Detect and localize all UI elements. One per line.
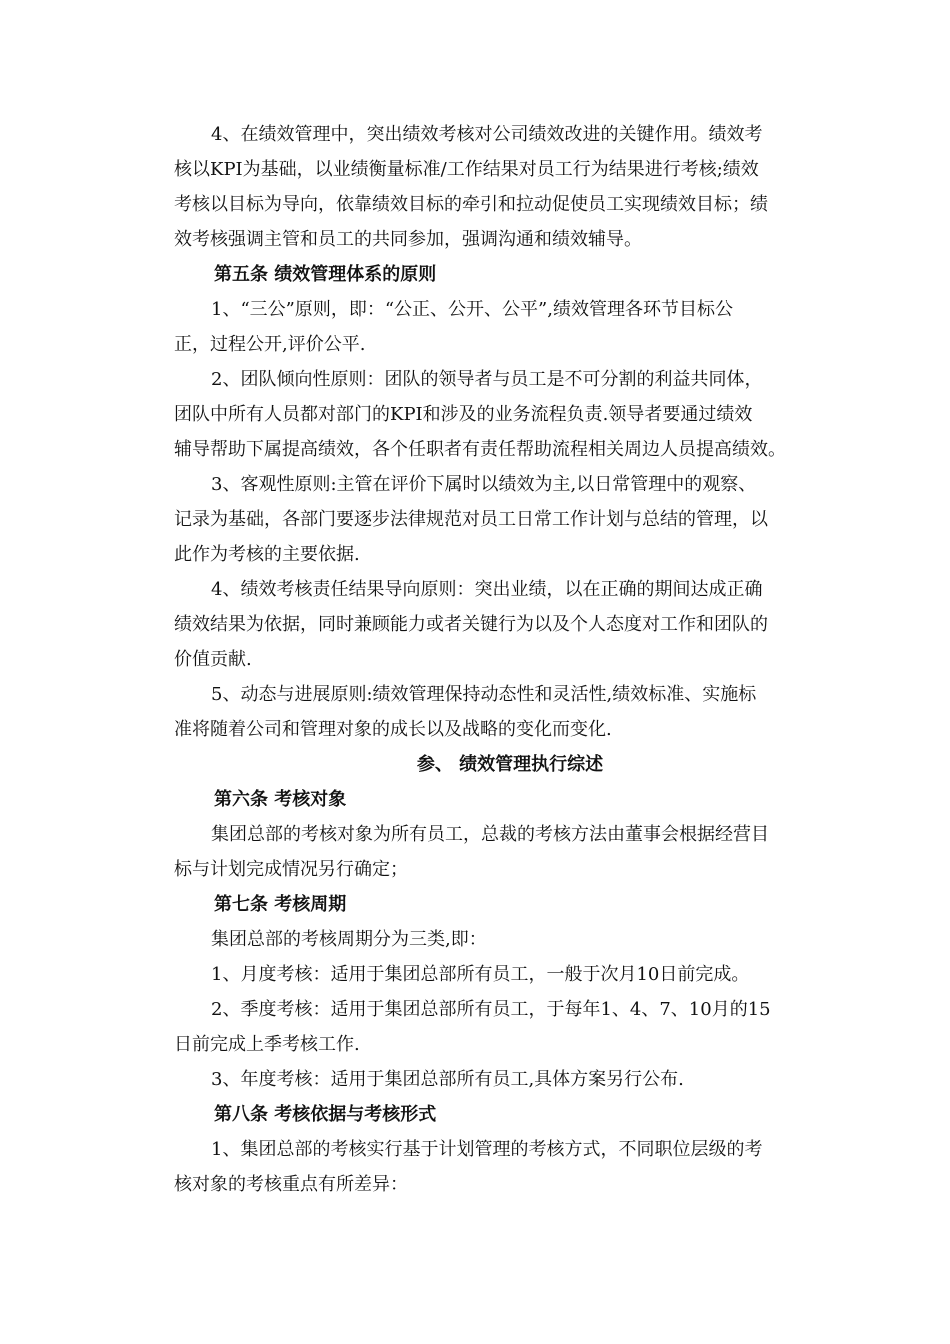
paragraph-line: 3、年度考核：适用于集团总部所有员工,具体方案另行公布. (211, 1069, 684, 1090)
paragraph-line: 1、月度考核：适用于集团总部所有员工，一般于次月10日前完成。 (211, 964, 750, 985)
article-heading-7: 第七条 考核周期 (214, 894, 347, 915)
paragraph-line: 辅导帮助下属提高绩效，各个任职者有责任帮助流程相关周边人员提高绩效。 (174, 439, 786, 460)
document-page (174, 117, 816, 1202)
paragraph-line: 团队中所有人员都对部门的KPI和涉及的业务流程负责.领导者要通过绩效 (174, 404, 753, 425)
paragraph-line: 价值贡献. (174, 649, 252, 670)
paragraph-line: 记录为基础，各部门要逐步法律规范对员工日常工作计划与总结的管理，以 (174, 509, 768, 530)
paragraph-line: 日前完成上季考核工作. (174, 1034, 360, 1055)
paragraph-line: 标与计划完成情况另行确定； (174, 859, 408, 880)
paragraph-line: 4、在绩效管理中，突出绩效考核对公司绩效改进的关键作用。绩效考 (211, 124, 763, 145)
paragraph-line: 4、绩效考核责任结果导向原则：突出业绩，以在正确的期间达成正确 (211, 579, 763, 600)
paragraph-line: 1、“三公”原则，即：“公正、公开、公平”,绩效管理各环节目标公 (211, 299, 733, 320)
article-heading-5: 第五条 绩效管理体系的原则 (214, 264, 437, 285)
paragraph-line: 绩效结果为依据，同时兼顾能力或者关键行为以及个人态度对工作和团队的 (174, 614, 768, 635)
paragraph-line: 此作为考核的主要依据. (174, 544, 360, 565)
paragraph-line: 准将随着公司和管理对象的成长以及战略的变化而变化. (174, 719, 612, 740)
paragraph-line: 核对象的考核重点有所差异： (174, 1174, 408, 1195)
paragraph-line: 核以KPI为基础，以业绩衡量标准/工作结果对员工行为结果进行考核;绩效 (174, 159, 759, 180)
paragraph-line: 正，过程公开,评价公平. (174, 334, 366, 355)
article-heading-6: 第六条 考核对象 (214, 789, 347, 810)
paragraph-line: 效考核强调主管和员工的共同参加，强调沟通和绩效辅导。 (174, 229, 642, 250)
article-heading-8: 第八条 考核依据与考核形式 (214, 1104, 437, 1125)
paragraph-line: 2、季度考核：适用于集团总部所有员工，于每年1、4、7、10月的15 (211, 999, 771, 1020)
paragraph-line: 3、客观性原则:主管在评价下属时以绩效为主,以日常管理中的观察、 (211, 474, 757, 495)
paragraph-line: 5、动态与进展原则:绩效管理保持动态性和灵活性,绩效标准、实施标 (211, 684, 757, 705)
paragraph-line: 2、团队倾向性原则：团队的领导者与员工是不可分割的利益共同体， (211, 369, 763, 390)
paragraph-line: 1、集团总部的考核实行基于计划管理的考核方式，不同职位层级的考 (211, 1139, 763, 1160)
paragraph-line: 集团总部的考核对象为所有员工，总裁的考核方法由董事会根据经营目 (211, 824, 769, 845)
paragraph-line: 考核以目标为导向，依靠绩效目标的牵引和拉动促使员工实现绩效目标；绩 (174, 194, 768, 215)
paragraph-line: 集团总部的考核周期分为三类,即： (211, 929, 487, 950)
section-heading: 参、 绩效管理执行综述 (416, 754, 604, 775)
